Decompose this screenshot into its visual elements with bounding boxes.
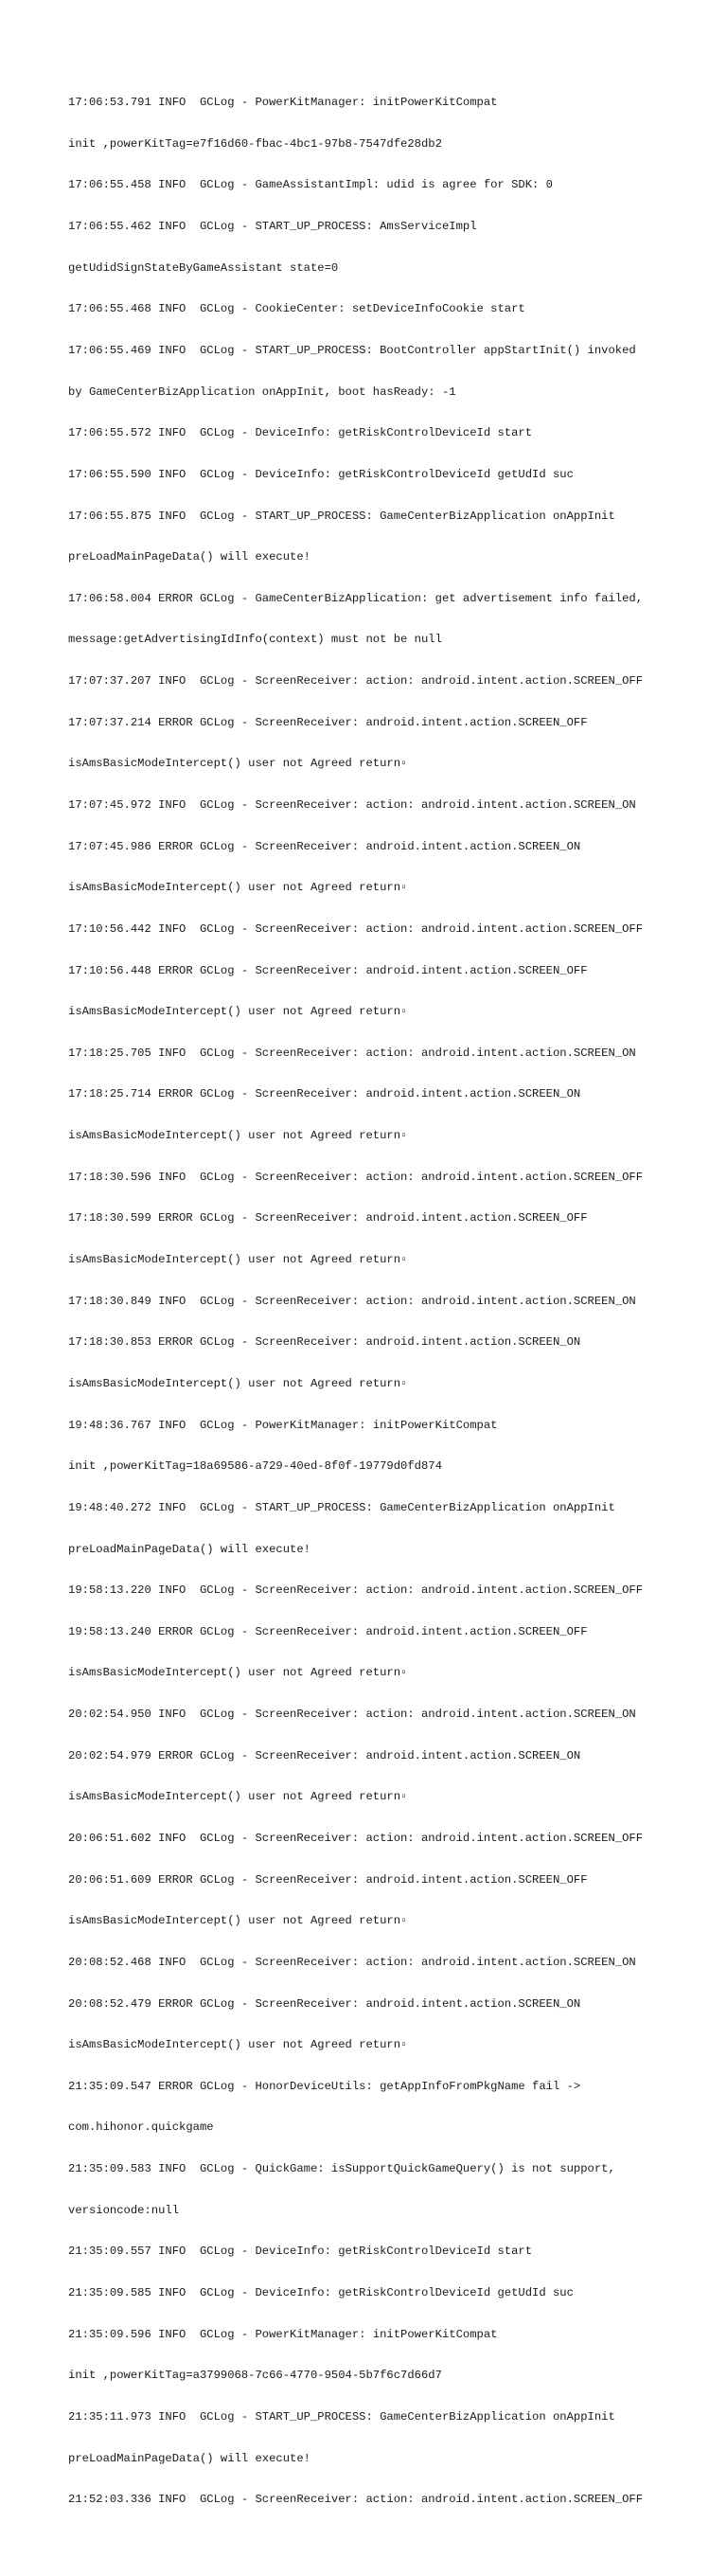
log-line: isAmsBasicModeIntercept() user not Agreed return▫: [68, 1376, 408, 1390]
log-line: isAmsBasicModeIntercept() user not Agreed return▫: [68, 2038, 408, 2052]
log-line: 17:07:37.214 ERROR GCLog - ScreenReceiver: android.intent.action.SCREEN_OFF: [68, 715, 588, 729]
log-line: 17:07:45.972 INFO GCLog - ScreenReceiver: action: android.intent.action.SCREEN_ON: [68, 797, 636, 812]
log-line: 19:58:13.240 ERROR GCLog - ScreenReceiver: android.intent.action.SCREEN_OFF: [68, 1624, 588, 1638]
log-line: 17:18:30.853 ERROR GCLog - ScreenReceiver: android.intent.action.SCREEN_ON: [68, 1335, 581, 1350]
log-line: 21:35:09.557 INFO GCLog - DeviceInfo: getRiskControlDeviceId start: [68, 2245, 533, 2259]
log-line: 19:48:40.272 INFO GCLog - START_UP_PROCESS: GameCenterBizApplication onAppInit: [68, 1500, 615, 1514]
log-line: isAmsBasicModeIntercept() user not Agreed return▫: [68, 1666, 408, 1680]
log-line: 17:06:55.468 INFO GCLog - CookieCenter: setDeviceInfoCookie start: [68, 302, 525, 316]
log-line: 17:06:55.572 INFO GCLog - DeviceInfo: getRiskControlDeviceId start: [68, 426, 533, 440]
log-line: 17:06:55.469 INFO GCLog - START_UP_PROCESS: BootController appStartInit() invoked: [68, 343, 636, 357]
log-line: 21:52:03.336 INFO GCLog - ScreenReceiver: action: android.intent.action.SCREEN_OFF: [68, 2493, 644, 2507]
log-line: by GameCenterBizApplication onAppInit, boot hasReady: -1: [68, 385, 456, 399]
log-line: isAmsBasicModeIntercept() user not Agreed return▫: [68, 881, 408, 895]
log-line: isAmsBasicModeIntercept() user not Agreed return▫: [68, 1005, 408, 1019]
log-line: 21:35:11.973 INFO GCLog - START_UP_PROCESS: GameCenterBizApplication onAppInit: [68, 2409, 615, 2424]
log-line: isAmsBasicModeIntercept() user not Agreed return▫: [68, 1790, 408, 1804]
log-line: init ,powerKitTag=a3799068-7c66-4770-9504-5b7f6c7d66d7: [68, 2369, 442, 2383]
log-line: 20:02:54.979 ERROR GCLog - ScreenReceiver: android.intent.action.SCREEN_ON: [68, 1748, 581, 1762]
log-line: 21:35:09.583 INFO GCLog - QuickGame: isSupportQuickGameQuery() is not support,: [68, 2162, 615, 2176]
log-line: 20:06:51.609 ERROR GCLog - ScreenReceiver: android.intent.action.SCREEN_OFF: [68, 1872, 588, 1887]
log-line: 17:06:55.590 INFO GCLog - DeviceInfo: getRiskControlDeviceId getUdId suc: [68, 467, 574, 481]
log-line: 17:18:30.849 INFO GCLog - ScreenReceiver: action: android.intent.action.SCREEN_ON: [68, 1294, 636, 1308]
log-line: isAmsBasicModeIntercept() user not Agreed return▫: [68, 1253, 408, 1267]
log-line: 17:18:30.596 INFO GCLog - ScreenReceiver: action: android.intent.action.SCREEN_OFF: [68, 1170, 644, 1184]
log-line: 17:06:55.458 INFO GCLog - GameAssistantImpl: udid is agree for SDK: 0: [68, 178, 553, 192]
log-line: 20:08:52.479 ERROR GCLog - ScreenReceiver: android.intent.action.SCREEN_ON: [68, 1996, 581, 2011]
log-line: 21:35:09.547 ERROR GCLog - HonorDeviceUtils: getAppInfoFromPkgName fail ->: [68, 2079, 581, 2093]
log-line: 17:06:58.004 ERROR GCLog - GameCenterBizApplication: get advertisement info failed,: [68, 591, 644, 605]
log-line: isAmsBasicModeIntercept() user not Agreed return▫: [68, 757, 408, 771]
log-line: 17:18:30.599 ERROR GCLog - ScreenReceiver: android.intent.action.SCREEN_OFF: [68, 1211, 588, 1225]
log-line: 20:02:54.950 INFO GCLog - ScreenReceiver: action: android.intent.action.SCREEN_ON: [68, 1708, 636, 1722]
log-line: 17:10:56.442 INFO GCLog - ScreenReceiver: action: android.intent.action.SCREEN_OFF: [68, 921, 644, 936]
log-line: init ,powerKitTag=18a69586-a729-40ed-8f0f-19779d0fd874: [68, 1459, 442, 1474]
log-line: preLoadMainPageData() will execute!: [68, 2451, 310, 2465]
log-line: 20:08:52.468 INFO GCLog - ScreenReceiver: action: android.intent.action.SCREEN_ON: [68, 1955, 636, 1969]
log-line: 19:58:13.220 INFO GCLog - ScreenReceiver: action: android.intent.action.SCREEN_OFF: [68, 1583, 644, 1598]
log-line: 21:35:09.596 INFO GCLog - PowerKitManager: initPowerKitCompat: [68, 2327, 498, 2341]
log-line: [68, 2534, 693, 2549]
log-line: 17:06:55.875 INFO GCLog - START_UP_PROCESS: GameCenterBizApplication onAppInit: [68, 509, 615, 523]
log-line: preLoadMainPageData() will execute!: [68, 550, 310, 564]
log-line: 20:06:51.602 INFO GCLog - ScreenReceiver: action: android.intent.action.SCREEN_OFF: [68, 1832, 644, 1845]
log-line: init ,powerKitTag=e7f16d60-fbac-4bc1-97b8-7547dfe28db2: [68, 136, 442, 151]
log-line: preLoadMainPageData() will execute!: [68, 1542, 310, 1556]
log-line: 19:48:36.767 INFO GCLog - PowerKitManager: initPowerKitCompat: [68, 1418, 498, 1432]
log-line: isAmsBasicModeIntercept() user not Agreed return▫: [68, 1914, 408, 1928]
log-line: 17:18:25.705 INFO GCLog - ScreenReceiver: action: android.intent.action.SCREEN_ON: [68, 1046, 636, 1060]
log-line: 17:06:55.462 INFO GCLog - START_UP_PROCESS: AmsServiceImpl: [68, 220, 477, 234]
log-line: 17:06:53.791 INFO GCLog - PowerKitManager: initPowerKitCompat: [68, 96, 498, 110]
log-line: message:getAdvertisingIdInfo(context) must not be null: [68, 633, 442, 647]
log-line: 17:10:56.448 ERROR GCLog - ScreenReceiver: android.intent.action.SCREEN_OFF: [68, 963, 588, 977]
log-line: getUdidSignStateByGameAssistant state=0: [68, 260, 339, 275]
log-line: 17:18:25.714 ERROR GCLog - ScreenReceiver: android.intent.action.SCREEN_ON: [68, 1087, 581, 1101]
log-line: 17:07:45.986 ERROR GCLog - ScreenReceiver: android.intent.action.SCREEN_ON: [68, 839, 581, 853]
log-line: com.hihonor.quickgame: [68, 2120, 214, 2135]
log-line: versioncode:null: [68, 2203, 180, 2217]
log-line: 21:35:09.585 INFO GCLog - DeviceInfo: getRiskControlDeviceId getUdId suc: [68, 2286, 574, 2300]
log-line: isAmsBasicModeIntercept() user not Agreed return▫: [68, 1129, 408, 1143]
log-text-body: [68, 68, 693, 2576]
log-line: 17:07:37.207 INFO GCLog - ScreenReceiver: action: android.intent.action.SCREEN_OFF: [68, 674, 644, 689]
